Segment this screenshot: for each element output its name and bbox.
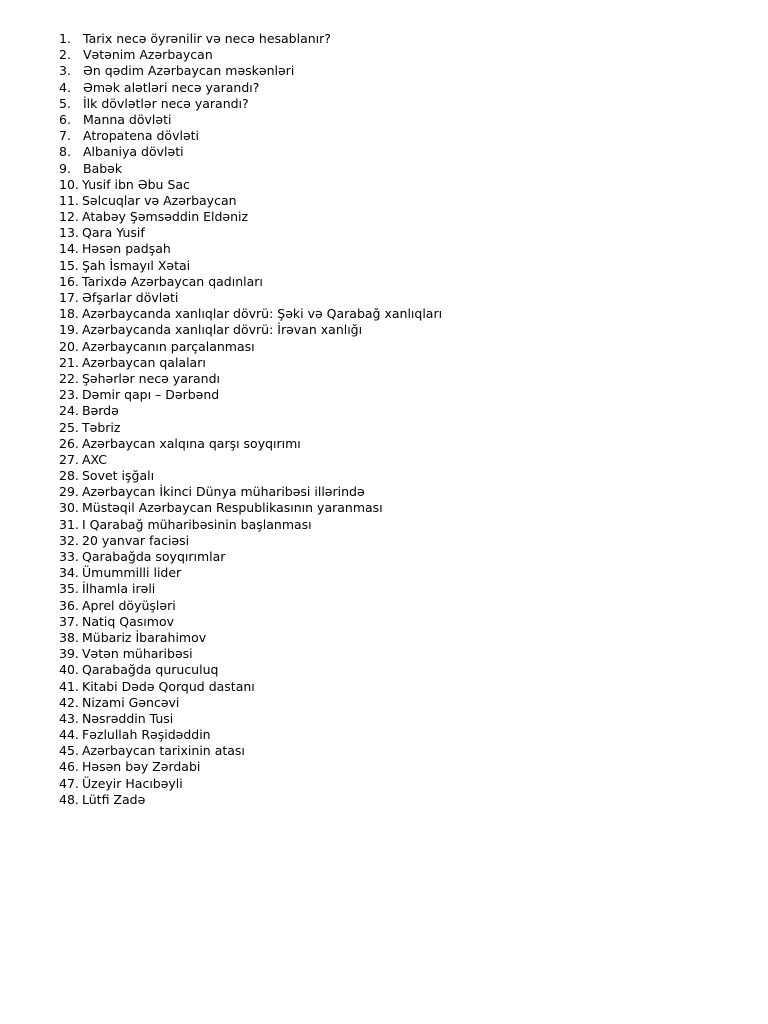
list-item-number: 25.	[59, 419, 79, 435]
list-item-text: Albaniya dövləti	[83, 144, 184, 160]
list-item	[59, 177, 442, 193]
list-item-number: 33.	[59, 549, 79, 564]
list-item	[59, 517, 442, 533]
list-item	[59, 549, 442, 565]
list-item	[59, 679, 442, 695]
list-item-text: Fəzlullah Rəşidəddin	[82, 727, 211, 743]
list-item-text: Həsən bəy Zərdabi	[82, 759, 201, 775]
list-item-number: 38.	[59, 629, 79, 645]
list-item-number: 39.	[59, 646, 79, 662]
list-item-text: Təbriz	[82, 419, 121, 435]
list-item-text: Manna dövləti	[83, 111, 172, 127]
list-item-number: 36.	[59, 597, 79, 613]
list-item-number: 40.	[59, 662, 79, 678]
list-item	[59, 420, 442, 436]
list-item-text: Babək	[83, 160, 123, 176]
list-item-text: İlhamla irəli	[82, 581, 156, 597]
list-item-number: 43.	[59, 710, 79, 726]
list-item	[59, 322, 442, 338]
list-item-text: Azərbaycan qalaları	[82, 354, 206, 370]
list-item	[59, 193, 442, 209]
list-item	[59, 614, 442, 630]
list-item-text: Əmək alətləri necə yarandı?	[83, 79, 260, 95]
list-item-text: Ümummilli lider	[82, 565, 182, 581]
list-item-text: Yusif ibn Əbu Sac	[82, 176, 190, 192]
list-item	[59, 759, 442, 775]
list-item-text: Qara Yusif	[82, 225, 145, 241]
list-item	[59, 290, 442, 306]
list-item	[59, 144, 442, 160]
list-item-text: Vətən müharibəsi	[82, 646, 193, 662]
list-item-text: 20 yanvar faciəsi	[82, 532, 190, 548]
list-item-text: Tarixdə Azərbaycan qadınları	[82, 273, 263, 289]
list-item-text: Lütfi Zadə	[82, 791, 146, 807]
list-item-text: Həsən padşah	[82, 241, 171, 257]
list-item-text: Nəsrəddin Tusi	[82, 710, 174, 726]
list-item	[59, 80, 442, 96]
list-item	[59, 727, 442, 743]
list-item	[59, 47, 442, 63]
list-item	[59, 776, 442, 792]
list-item-number: 7.	[59, 128, 71, 144]
list-item-text: Atabəy Şəmsəddin Eldəniz	[82, 209, 249, 225]
list-item-text: Kitabi Dədə Qorqud dastanı	[82, 678, 255, 694]
list-item-text: Aprel döyüşləri	[82, 597, 176, 613]
list-item-text: Şəhərlər necə yarandı	[82, 370, 220, 386]
list-item-number: 34.	[59, 565, 79, 581]
list-item-text: Dəmir qapı – Dərbənd	[82, 387, 220, 403]
list-item-text: Atropatena dövləti	[83, 128, 200, 144]
list-item	[59, 711, 442, 727]
list-item	[59, 31, 442, 47]
list-item-number: 46.	[59, 759, 79, 775]
list-item-number: 5.	[59, 95, 71, 111]
list-item-number: 14.	[59, 241, 79, 257]
list-item-text: Vətənim Azərbaycan	[83, 47, 213, 63]
list-item	[59, 161, 442, 177]
list-item	[59, 339, 442, 355]
list-item	[59, 241, 442, 257]
list-item-text: Azərbaycanda xanlıqlar dövrü: Şəki və Qarabağ xanlıqları	[82, 306, 443, 322]
list-item-number: 28.	[59, 468, 79, 484]
list-item-text: Səlcuqlar və Azərbaycan	[82, 192, 237, 208]
list-item-number: 44.	[59, 727, 79, 743]
list-item-text: Azərbaycan İkinci Dünya müharibəsi illərində	[82, 484, 365, 500]
list-item-number: 37.	[59, 613, 79, 629]
list-item	[59, 112, 442, 128]
list-item	[59, 387, 442, 403]
list-item-number: 26.	[59, 435, 79, 451]
list-item-number: 18.	[59, 306, 79, 322]
list-item	[59, 258, 442, 274]
list-item	[59, 403, 442, 419]
list-item-number: 48.	[59, 791, 79, 807]
list-item	[59, 452, 442, 468]
list-item-number: 19.	[59, 322, 79, 338]
list-item	[59, 436, 442, 452]
list-item-number: 16.	[59, 273, 79, 289]
list-item-number: 10.	[59, 176, 79, 192]
list-item-number: 27.	[59, 451, 79, 467]
list-item	[59, 63, 442, 79]
list-item-number: 42.	[59, 694, 79, 710]
list-item	[59, 630, 442, 646]
list-item-number: 23.	[59, 387, 79, 403]
list-item-text: Müstəqil Azərbaycan Respublikasının yaranması	[82, 500, 383, 516]
list-item-number: 15.	[59, 257, 79, 273]
list-item	[59, 646, 442, 662]
list-item-number: 6.	[59, 111, 71, 127]
list-item-number: 1.	[59, 31, 71, 46]
list-item-number: 47.	[59, 775, 79, 791]
list-item-text: AXC	[82, 451, 107, 467]
list-item	[59, 581, 442, 597]
list-item-text: Azərbaycanın parçalanması	[82, 338, 255, 354]
list-item-text: Tarix necə öyrənilir və necə hesablanır?	[83, 31, 331, 46]
list-item	[59, 484, 442, 500]
list-item-text: I Qarabağ müharibəsinin başlanması	[82, 516, 312, 532]
list-item-text: Ən qədim Azərbaycan məskənləri	[83, 63, 295, 79]
list-item-text: Mübariz İbarahimov	[82, 629, 207, 645]
list-item	[59, 743, 442, 759]
list-item-number: 12.	[59, 209, 79, 225]
list-item-number: 22.	[59, 370, 79, 386]
list-item-text: Azərbaycan xalqına qarşı soyqırımı	[82, 435, 301, 451]
list-item	[59, 662, 442, 678]
list-item-text: İlk dövlətlər necə yarandı?	[83, 95, 249, 111]
list-item	[59, 225, 442, 241]
list-item	[59, 500, 442, 516]
list-item-number: 30.	[59, 500, 79, 516]
list-item-text: Üzeyir Hacıbəyli	[82, 775, 183, 791]
list-item-number: 32.	[59, 532, 79, 548]
list-item	[59, 371, 442, 387]
list-item	[59, 128, 442, 144]
list-item-number: 41.	[59, 678, 79, 694]
list-item	[59, 355, 442, 371]
list-item-text: Şah İsmayıl Xətai	[82, 257, 191, 273]
list-item	[59, 96, 442, 112]
list-item-text: Natiq Qasımov	[82, 613, 174, 629]
list-item-number: 2.	[59, 47, 71, 63]
list-item-number: 3.	[59, 63, 71, 79]
list-item-number: 29.	[59, 484, 79, 500]
list-item-text: Qarabağda quruculuq	[82, 662, 219, 678]
list-item-number: 9.	[59, 160, 71, 176]
list-item-number: 31.	[59, 516, 79, 532]
list-item	[59, 533, 442, 549]
list-item-number: 21.	[59, 354, 79, 370]
list-item-number: 35.	[59, 581, 79, 597]
list-item-number: 8.	[59, 144, 71, 160]
list-item-text: Əfşarlar dövləti	[82, 290, 179, 305]
list-item	[59, 695, 442, 711]
list-item-text: Nizami Gəncəvi	[82, 694, 180, 710]
list-item	[59, 209, 442, 225]
list-item-text: Azərbaycanda xanlıqlar dövrü: İrəvan xanlığı	[82, 322, 363, 338]
list-item-number: 11.	[59, 192, 79, 208]
list-item-text: Azərbaycan tarixinin atası	[82, 743, 245, 759]
list-item	[59, 792, 442, 808]
list-item-number: 13.	[59, 225, 79, 241]
list-item	[59, 306, 442, 322]
list-item-number: 4.	[59, 79, 71, 95]
topic-list	[59, 31, 442, 808]
list-item	[59, 598, 442, 614]
list-item-number: 20.	[59, 338, 79, 354]
list-item-text: Bərdə	[82, 403, 119, 419]
list-item	[59, 274, 442, 290]
list-item-number: 45.	[59, 743, 79, 759]
list-item	[59, 565, 442, 581]
list-item-text: Sovet işğalı	[82, 468, 155, 484]
list-item-number: 24.	[59, 403, 79, 419]
list-item-text: Qarabağda soyqırımlar	[82, 549, 226, 564]
list-item	[59, 468, 442, 484]
list-item-number: 17.	[59, 290, 79, 305]
